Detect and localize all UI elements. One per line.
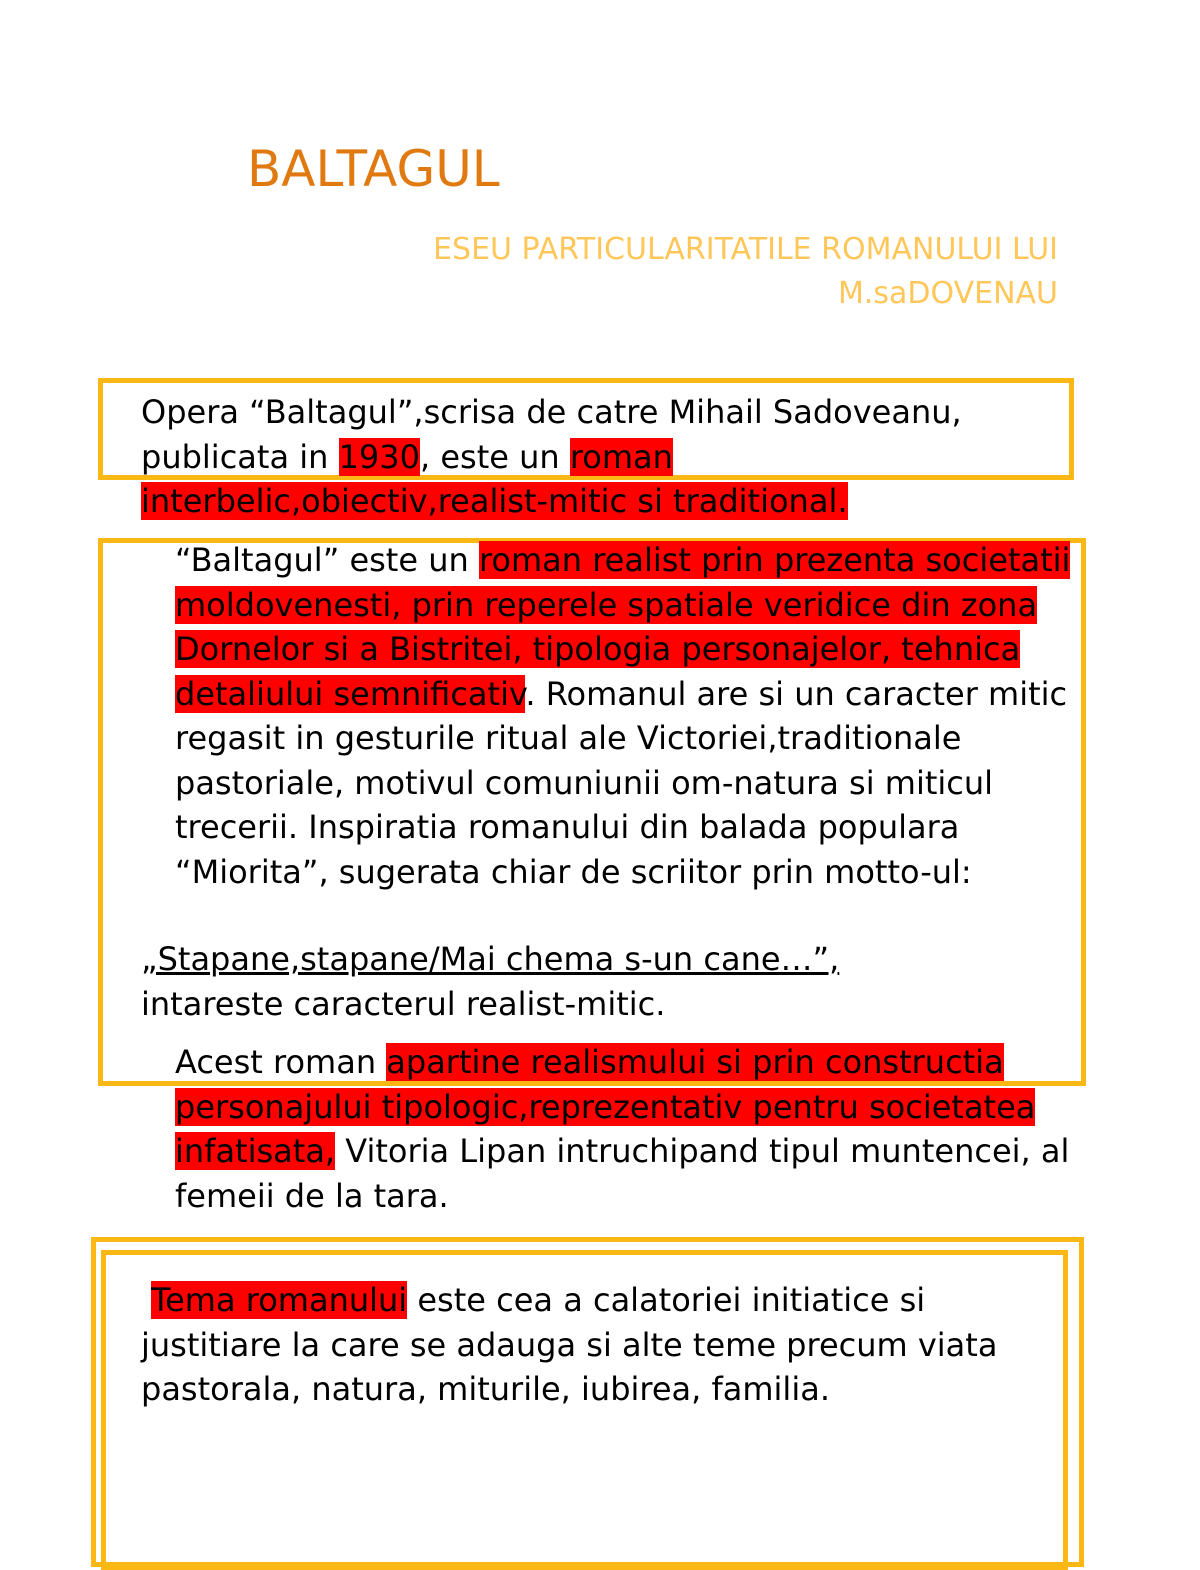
paragraph-character xyxy=(141,1040,1071,1218)
document-title: BALTAGUL xyxy=(247,140,500,198)
realism-conclusion: intareste caracterul realist-mitic. xyxy=(141,984,666,1023)
subtitle-line-1: ESEU PARTICULARITATILE ROMANULUI LUI xyxy=(433,232,1058,267)
paragraph-realism xyxy=(141,538,1071,894)
realism-text-2: . Romanul are si un caracter mitic regasit in gesturile ritual ale Victoriei,traditionale pastoriale, motivul comuniunii om-natura si miticul trecerii. Inspiratia romanului din balada populara “Miorita”, sugerata chiar de scriitor prin motto-ul: xyxy=(175,674,1068,891)
highlight-character: apartine realismului si prin constructia personajului tipologic,reprezentativ pentru societatea infatisata, xyxy=(175,1043,1036,1170)
highlight-roman-type: roman interbelic,obiectiv,realist-mitic si traditional. xyxy=(141,437,848,520)
theme-text: este cea a calatoriei initiatice si justitiare la care se adauga si alte teme precum viata pastorala, natura, miturile, iubirea, familia. xyxy=(141,1281,998,1408)
intro-text-2: , este un xyxy=(420,437,570,476)
motto-quote: „Stapane,stapane/Mai chema s-un cane…”, xyxy=(141,940,840,978)
paragraph-theme xyxy=(141,1278,1031,1412)
highlight-theme: Tema romanului xyxy=(151,1281,408,1319)
realism-text-1: “Baltagul” este un xyxy=(175,541,479,579)
paragraph-intro xyxy=(141,390,1071,524)
character-text-2: Vitoria Lipan intruchipand tipul muntencei, al femeii de la tara. xyxy=(175,1132,1070,1215)
document-subtitle xyxy=(258,228,1058,316)
character-text-1: Acest roman xyxy=(175,1043,387,1081)
motto-block xyxy=(141,937,1071,1026)
highlight-realism: roman realist prin prezenta societatii moldovenesti, prin reperele spatiale veridice din zona Dornelor si a Bistritei, tipologia personajelor, tehnica detaliului semnificativ xyxy=(175,541,1071,713)
subtitle-line-2: M.saDOVENAU xyxy=(837,276,1058,311)
highlight-year: 1930 xyxy=(338,437,420,476)
intro-text-1: Opera “Baltagul”,scrisa de catre Mihail Sadoveanu, publicata in xyxy=(141,393,962,476)
